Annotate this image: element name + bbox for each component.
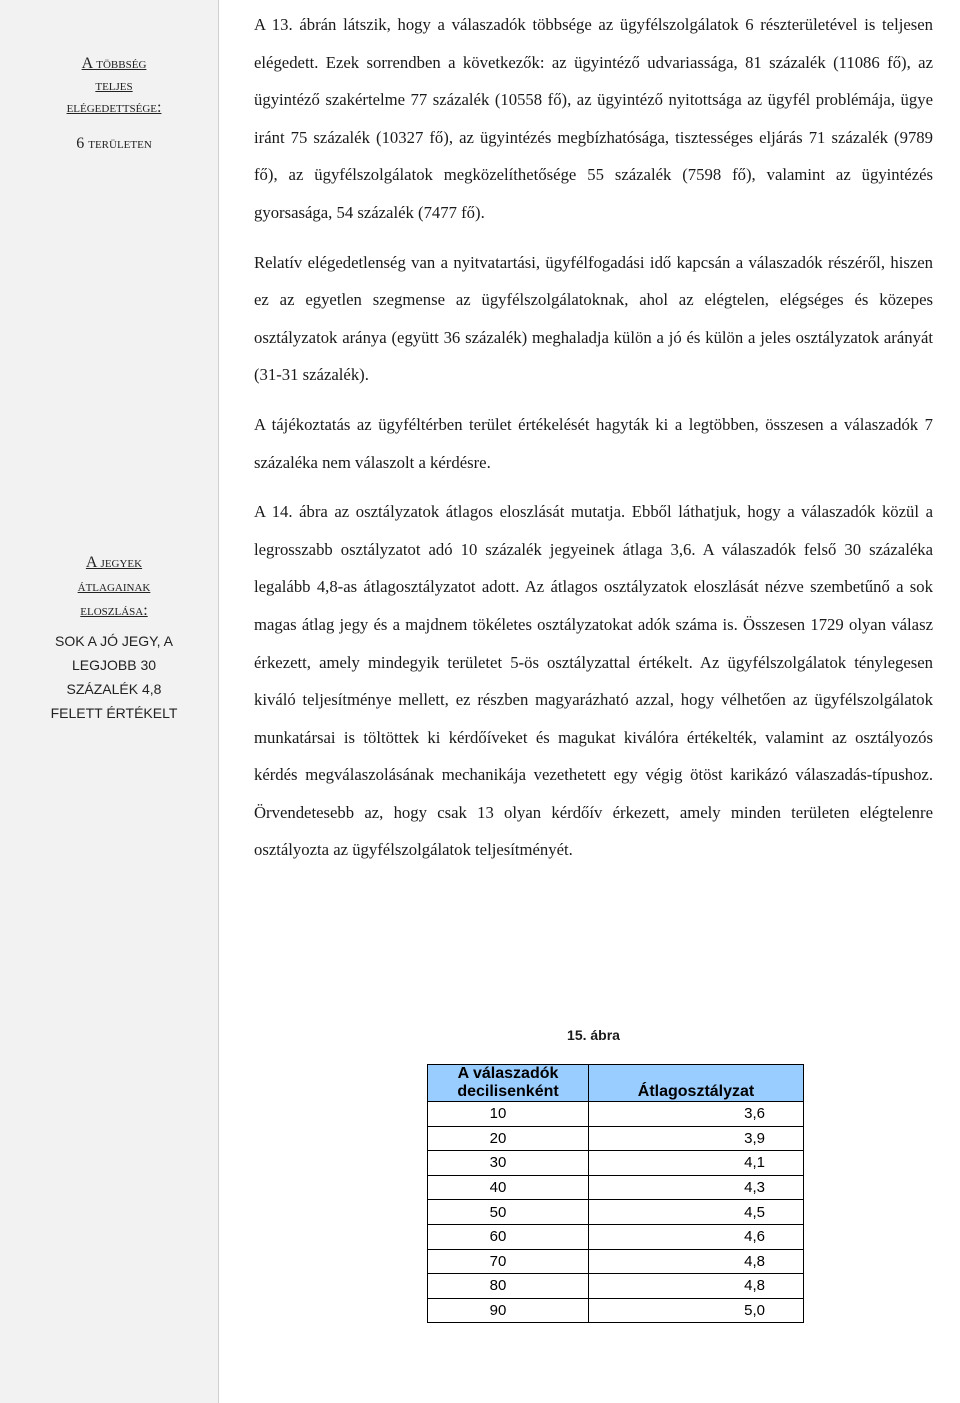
decile-cell: 90	[428, 1298, 589, 1323]
decile-cell: 10	[428, 1102, 589, 1127]
decile-cell: 20	[428, 1126, 589, 1151]
header-average-grade: Átlagosztályzat	[589, 1065, 804, 1102]
header-respondents-decile	[428, 1065, 589, 1102]
average-grade-cell: 3,9	[589, 1126, 804, 1151]
average-grade-cell: 4,8	[589, 1274, 804, 1299]
table-row	[428, 1249, 804, 1274]
table-row	[428, 1224, 804, 1249]
table-row	[428, 1126, 804, 1151]
sidebar-note-heading-line: A többség	[81, 55, 147, 72]
table-row	[428, 1151, 804, 1176]
sidebar-note-heading-line: A jegyek	[85, 554, 143, 571]
sidebar-note-subtext-line: SOK A JÓ JEGY, A	[54, 633, 174, 649]
decile-cell: 40	[428, 1175, 589, 1200]
decile-cell: 50	[428, 1200, 589, 1225]
average-grade-cell: 4,6	[589, 1224, 804, 1249]
average-grade-cell: 4,1	[589, 1151, 804, 1176]
paragraph-opening-hours: Relatív elégedetlenség van a nyitvatartási, ügyfélfogadási idő kapcsán a válaszadók részéről, hiszen ez az egyetlen szegmense az ügyfélszolgálatoknak, ahol az elégtelen, elégséges és közepes osztályzatok aránya (együtt 36 százalék) meghaladja külön a jó és külön a jeles osztályzatok arányát (31-31 százalék).	[254, 252, 933, 385]
average-grade-cell: 4,3	[589, 1175, 804, 1200]
table-row	[428, 1274, 804, 1299]
decile-cell: 60	[428, 1224, 589, 1249]
document-body	[254, 6, 933, 881]
sidebar-note-heading-line: elégedettsége:	[66, 99, 162, 116]
sidebar-note-heading-line: eloszlása:	[80, 602, 148, 619]
decile-cell: 70	[428, 1249, 589, 1274]
figure-caption: 15. ábra	[567, 1027, 620, 1043]
header-line: A válaszadók	[457, 1065, 559, 1082]
margin-sidebar	[0, 0, 219, 1403]
average-grade-cell: 4,8	[589, 1249, 804, 1274]
paragraph-grade-distribution: A 14. ábra az osztályzatok átlagos eloszlását mutatja. Ebből láthatjuk, hogy a válaszadók közül a legrosszabb osztályzatot adó 10 százalék jegyeinek átlaga 3,6. A válaszadók felső 30 százaléka legalább 4,8-as átlagosztályzatot adott. Az átlagos osztályzatok eloszlását nézve szembetűnő a sok magas átlag jegy és a majdnem tökéletes osztályzatokat adók száma is. Összesen 1729 olyan válasz érkezett, amely mindegyik területet 5-ös osztályzattal értékelt. Az ügyfélszolgálatok ténylegesen kiváló teljesítménye mellett, ez részben magyarázható azzal, hogy vélhetően az ügyfélszolgálatok munkatársai is töltöttek ki kérdőíveket és magukat kiválóra értékelték, valamint az osztályozós kérdés megválaszolásának mechanikája vezethetett egy végig ötöst karikázó válaszadás-típushoz. Örvendetesebb az, hogy csak 13 olyan kérdőív érkezett, amely minden területen elégtelenre osztályozta az ügyfélszolgálatok teljesítményét.	[254, 502, 933, 860]
paragraph-areas-satisfaction: A 13. ábrán látszik, hogy a válaszadók többsége az ügyfélszolgálatok 6 részterületével is teljesen elégedett. Ezek sorrendben a következők: az ügyintéző udvariassága, 81 százalék (11086 fő), az ügyintéző szakértelme 77 százalék (10558 fő), az ügyintéző nyitottsága az ügyfél problémája, ügye iránt 75 százalék (10327 fő), az ügyintézés megbízhatósága, tisztességes eljárás 71 százalék (9789 fő), az ügyfélszolgálatok megközelíthetősége 55 százalék (7598 fő), valamint az ügyintézés gyorsasága, 54 százalék (7477 fő).	[254, 15, 933, 222]
sidebar-note-satisfaction	[14, 52, 214, 156]
sidebar-note-subtext-line: LEGJOBB 30	[71, 657, 157, 673]
table-row	[428, 1200, 804, 1225]
sidebar-note-grade-distribution	[14, 551, 214, 725]
sidebar-note-subtext-line: FELETT ÉRTÉKELT	[50, 705, 178, 721]
average-grade-cell: 4,5	[589, 1200, 804, 1225]
decile-cell: 80	[428, 1274, 589, 1299]
table-header-row	[428, 1065, 804, 1102]
sidebar-note-subtext: 6 területen	[76, 135, 152, 152]
sidebar-note-heading-line: teljes	[95, 77, 133, 94]
sidebar-note-subtext-line: SZÁZALÉK 4,8	[66, 681, 162, 697]
decile-cell: 30	[428, 1151, 589, 1176]
paragraph-information: A tájékoztatás az ügyféltérben terület értékelését hagyták ki a legtöbben, összesen a válaszadók 7 százaléka nem válaszolt a kérdésre.	[254, 414, 933, 472]
decile-table	[427, 1064, 804, 1323]
header-line: decilisenként	[457, 1083, 559, 1100]
table-row	[428, 1298, 804, 1323]
average-grade-cell: 5,0	[589, 1298, 804, 1323]
table-row	[428, 1175, 804, 1200]
average-grade-cell: 3,6	[589, 1102, 804, 1127]
table-row	[428, 1102, 804, 1127]
table-body	[428, 1102, 804, 1323]
sidebar-note-heading-line: átlagainak	[77, 578, 151, 595]
